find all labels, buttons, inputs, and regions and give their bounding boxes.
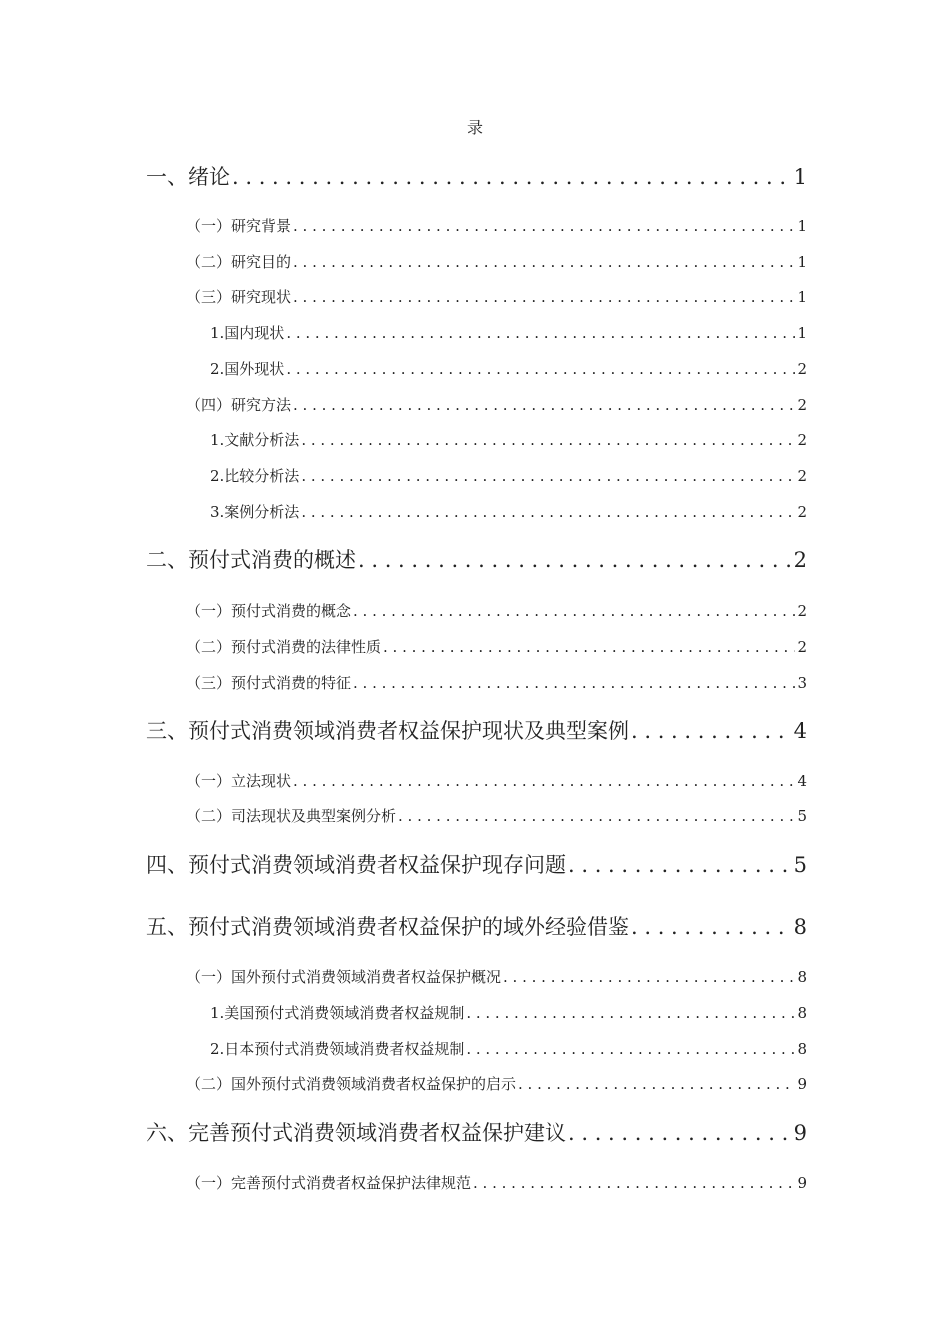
toc-entry-text: 四、预付式消费领域消费者权益保护现存问题 [146,853,566,877]
toc-entry-text: 三、预付式消费领域消费者权益保护现状及典型案例 [146,719,629,743]
toc-entry-subsection-1-4-2[interactable] [210,466,807,486]
toc-page-number: 5 [797,807,807,825]
toc-entry-subsection-1-3-2[interactable] [210,359,807,379]
dot-leader [466,1003,795,1023]
toc-entry-text: 3.案例分析法 [210,503,300,521]
toc-page-number: 8 [797,1040,807,1058]
dot-leader [293,395,795,415]
dot-leader [286,359,795,379]
toc-entry-text: （二）司法现状及典型案例分析 [186,807,397,825]
toc-page-number: 2 [797,396,807,414]
toc-entry-text: 一、绪论 [146,165,230,189]
toc-entry-chapter-2[interactable] [146,547,807,573]
dot-leader [518,1074,795,1094]
toc-page-number: 8 [793,915,807,939]
toc-entry-section-1-3[interactable] [186,287,807,307]
dot-leader [473,1173,795,1193]
toc-entry-section-2-1[interactable] [186,601,807,621]
toc-page-number: 2 [793,548,807,572]
toc-entry-text: （三）研究现状 [186,288,292,306]
dot-leader [353,601,795,621]
toc-entry-section-1-4[interactable] [186,395,807,415]
toc-entry-section-3-2[interactable] [186,806,807,826]
dot-leader [301,466,795,486]
toc-entry-subsection-1-4-3[interactable] [210,502,807,522]
toc-page-number: 9 [797,1075,807,1093]
toc-entry-text: 五、预付式消费领域消费者权益保护的域外经验借鉴 [146,915,629,939]
toc-entry-section-1-2[interactable] [186,252,807,272]
toc-page-number: 3 [797,674,807,692]
toc-entry-text: （一）完善预付式消费者权益保护法律规范 [186,1174,472,1192]
toc-entry-text: 1.国内现状 [210,324,285,342]
toc-entry-chapter-3[interactable] [146,718,807,744]
dot-leader [568,1120,792,1146]
toc-entry-text: （一）研究背景 [186,217,292,235]
dot-leader [383,637,795,657]
toc-entry-subsection-5-1-2[interactable] [210,1039,807,1059]
dot-leader [568,852,792,878]
toc-entry-text: （二）预付式消费的法律性质 [186,638,382,656]
toc-entry-text: 2.国外现状 [210,360,285,378]
toc-entry-section-1-1[interactable] [186,216,807,236]
toc-page-number: 9 [797,1174,807,1192]
dot-leader [353,673,795,693]
toc-page-number: 2 [797,360,807,378]
toc-page-number: 1 [797,288,807,306]
toc-entry-section-5-2[interactable] [186,1074,807,1094]
dot-leader [232,164,792,190]
toc-entry-text: （一）国外预付式消费领域消费者权益保护概况 [186,968,502,986]
toc-page-number: 2 [797,638,807,656]
toc-entry-chapter-5[interactable] [146,914,807,940]
toc-entry-section-2-3[interactable] [186,673,807,693]
toc-page-number: 1 [793,165,807,189]
toc-entry-text: 2.日本预付式消费领域消费者权益规制 [210,1040,465,1058]
toc-entry-text: （四）研究方法 [186,396,292,414]
toc-page-number: 4 [797,772,807,790]
toc-entry-text: 二、预付式消费的概述 [146,548,356,572]
dot-leader [293,216,795,236]
toc-title: 录 [466,118,483,137]
toc-entry-text: 六、完善预付式消费领域消费者权益保护建议 [146,1121,566,1145]
toc-page-number: 2 [797,503,807,521]
toc-entry-text: （二）国外预付式消费领域消费者权益保护的启示 [186,1075,517,1093]
dot-leader [398,806,795,826]
toc-page-number: 9 [793,1121,807,1145]
toc-page-number: 1 [797,253,807,271]
toc-entry-text: 1.美国预付式消费领域消费者权益规制 [210,1004,465,1022]
toc-entry-chapter-6[interactable] [146,1120,807,1146]
toc-page-number: 2 [797,602,807,620]
toc-entry-text: （三）预付式消费的特征 [186,674,352,692]
dot-leader [301,502,795,522]
dot-leader [631,914,792,940]
toc-page-number: 2 [797,467,807,485]
toc-entry-section-2-2[interactable] [186,637,807,657]
toc-entry-subsection-1-3-1[interactable] [210,323,807,343]
toc-entry-text: 2.比较分析法 [210,467,300,485]
dot-leader [466,1039,795,1059]
toc-entry-subsection-5-1-1[interactable] [210,1003,807,1023]
toc-page-number: 1 [797,217,807,235]
toc-page-number: 5 [793,853,807,877]
toc-page-number: 1 [797,324,807,342]
toc-page-number: 4 [793,719,807,743]
toc-page-number: 2 [797,431,807,449]
toc-entry-section-3-1[interactable] [186,771,807,791]
dot-leader [286,323,795,343]
dot-leader [301,430,795,450]
toc-entry-section-6-1[interactable] [186,1173,807,1193]
toc-entry-text: （一）预付式消费的概念 [186,602,352,620]
dot-leader [358,547,792,573]
toc-entry-subsection-1-4-1[interactable] [210,430,807,450]
toc-page-number: 8 [797,1004,807,1022]
dot-leader [293,287,795,307]
dot-leader [631,718,792,744]
dot-leader [293,252,795,272]
dot-leader [503,967,795,987]
toc-page-number: 8 [797,968,807,986]
toc-entry-text: （一）立法现状 [186,772,292,790]
toc-entry-text: （二）研究目的 [186,253,292,271]
toc-entry-chapter-4[interactable] [146,852,807,878]
toc-entry-section-5-1[interactable] [186,967,807,987]
toc-entry-text: 1.文献分析法 [210,431,300,449]
dot-leader [293,771,795,791]
toc-entry-chapter-1[interactable] [146,164,807,190]
